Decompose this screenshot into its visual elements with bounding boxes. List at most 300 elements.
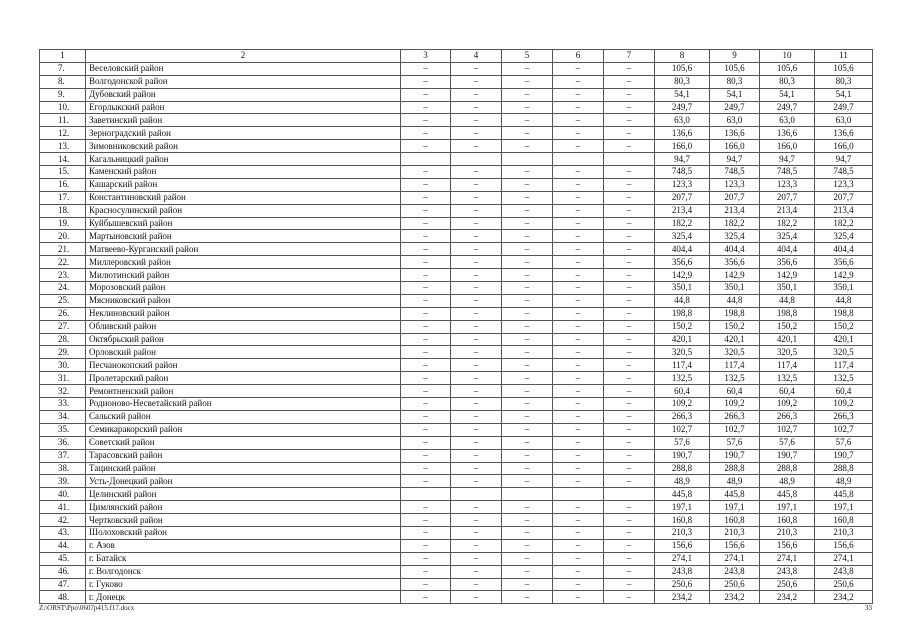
dash-cell: – [401,372,451,385]
dash-cell: – [502,217,553,230]
dash-cell: – [604,462,655,475]
dash-cell: – [553,346,604,359]
table-row [40,178,873,191]
dash-cell: – [604,398,655,411]
table-row [40,153,873,166]
dash-cell: – [502,204,553,217]
district-name-cell: Неклиновский район [86,307,401,320]
table-row [40,320,873,333]
value-cell: 210,3 [760,526,815,539]
dash-cell: – [553,449,604,462]
table-row [40,475,873,488]
dash-cell: – [553,320,604,333]
value-cell: 60,4 [710,385,760,398]
dash-cell: – [502,410,553,423]
dash-cell: – [451,114,502,127]
district-name-cell: Егорлыкский район [86,101,401,114]
table-row [40,449,873,462]
dash-cell: – [604,101,655,114]
dash-cell: – [502,191,553,204]
value-cell: 105,6 [710,62,760,75]
value-cell: 57,6 [655,436,710,449]
value-cell: 249,7 [710,101,760,114]
dash-cell: – [502,398,553,411]
dash-cell: – [502,578,553,591]
value-cell: 197,1 [760,501,815,514]
value-cell: 325,4 [655,230,710,243]
dash-cell: – [553,410,604,423]
value-cell: 123,3 [710,178,760,191]
value-cell: 197,1 [815,501,873,514]
dash-cell: – [502,75,553,88]
dash-cell: – [553,359,604,372]
value-cell: 156,6 [760,539,815,552]
row-number-cell: 34. [40,410,86,423]
table-row [40,140,873,153]
dash-cell: – [553,552,604,565]
value-cell: 142,9 [760,269,815,282]
dash-cell: – [553,243,604,256]
dash-cell: – [451,359,502,372]
value-cell: 234,2 [710,591,760,604]
dash-cell: – [604,501,655,514]
dash-cell: – [502,346,553,359]
value-cell: 243,8 [710,565,760,578]
dash-cell: – [604,204,655,217]
dash-cell: – [451,385,502,398]
dash-cell: – [553,423,604,436]
value-cell: 197,1 [655,501,710,514]
district-name-cell: Пролетарский район [86,372,401,385]
dash-cell: – [401,462,451,475]
district-name-cell: г. Донецк [86,591,401,604]
dash-cell: – [604,436,655,449]
value-cell: 198,8 [710,307,760,320]
dash-cell: – [451,101,502,114]
dash-cell: – [451,269,502,282]
value-cell: 44,8 [760,294,815,307]
value-cell: 60,4 [655,385,710,398]
value-cell: 54,1 [710,88,760,101]
dash-cell: – [451,501,502,514]
dash-cell: – [401,230,451,243]
value-cell: 156,6 [655,539,710,552]
dash-cell: – [604,127,655,140]
value-cell: 207,7 [760,191,815,204]
district-name-cell: Морозовский район [86,282,401,295]
table-row [40,410,873,423]
value-cell: 94,7 [815,153,873,166]
value-cell: 198,8 [655,307,710,320]
dash-cell: – [401,166,451,179]
dash-cell: – [553,256,604,269]
table-row [40,578,873,591]
value-cell: 48,9 [815,475,873,488]
dash-cell: – [604,359,655,372]
value-cell: 325,4 [760,230,815,243]
table-row [40,243,873,256]
dash-cell: – [604,565,655,578]
header-cell: 2 [86,50,401,63]
dash-cell [553,153,604,166]
district-name-cell: Константиновский район [86,191,401,204]
value-cell: 63,0 [710,114,760,127]
value-cell: 117,4 [815,359,873,372]
value-cell: 94,7 [655,153,710,166]
table-row [40,88,873,101]
district-name-cell: Семикаракорский район [86,423,401,436]
dash-cell: – [451,204,502,217]
dash-cell: – [502,256,553,269]
dash-cell: – [401,127,451,140]
value-cell: 105,6 [815,62,873,75]
value-cell: 54,1 [655,88,710,101]
row-number-cell: 48. [40,591,86,604]
dash-cell: – [451,166,502,179]
district-name-cell: Каменский район [86,166,401,179]
dash-cell: – [401,114,451,127]
value-cell: 44,8 [655,294,710,307]
district-name-cell: Цимлянский район [86,501,401,514]
value-cell: 94,7 [760,153,815,166]
value-cell: 243,8 [760,565,815,578]
dash-cell: – [502,282,553,295]
dash-cell: – [553,539,604,552]
dash-cell: – [401,514,451,527]
header-cell: 5 [502,50,553,63]
table-row [40,436,873,449]
value-cell: 160,8 [655,514,710,527]
table-row [40,204,873,217]
value-cell: 132,5 [760,372,815,385]
district-name-cell: Усть-Донецкий район [86,475,401,488]
value-cell: 213,4 [655,204,710,217]
dash-cell: – [502,178,553,191]
value-cell: 250,6 [815,578,873,591]
value-cell: 182,2 [710,217,760,230]
value-cell: 213,4 [710,204,760,217]
district-name-cell: Зимовниковский район [86,140,401,153]
dash-cell: – [604,514,655,527]
dash-cell: – [553,436,604,449]
dash-cell: – [451,307,502,320]
dash-cell: – [604,307,655,320]
row-number-cell: 22. [40,256,86,269]
district-name-cell: Мясниковский район [86,294,401,307]
dash-cell: – [451,526,502,539]
dash-cell: – [401,320,451,333]
value-cell: 102,7 [655,423,710,436]
dash-cell: – [502,372,553,385]
dash-cell: – [604,269,655,282]
dash-cell: – [502,591,553,604]
dash-cell: – [401,191,451,204]
value-cell: 404,4 [655,243,710,256]
value-cell: 350,1 [760,282,815,295]
row-number-cell: 10. [40,101,86,114]
row-number-cell: 20. [40,230,86,243]
value-cell: 350,1 [655,282,710,295]
row-number-cell: 9. [40,88,86,101]
value-cell: 274,1 [760,552,815,565]
dash-cell: – [604,191,655,204]
table-row [40,269,873,282]
row-number-cell: 43. [40,526,86,539]
dash-cell: – [604,217,655,230]
dash-cell: – [401,140,451,153]
dash-cell: – [604,243,655,256]
value-cell: 404,4 [710,243,760,256]
value-cell: 320,5 [815,346,873,359]
table-row [40,294,873,307]
table-row [40,501,873,514]
dash-cell [553,488,604,501]
dash-cell: – [401,204,451,217]
value-cell: 274,1 [655,552,710,565]
district-name-cell: Орловский район [86,346,401,359]
value-cell: 198,8 [815,307,873,320]
header-cell: 8 [655,50,710,63]
value-cell: 57,6 [815,436,873,449]
dash-cell: – [451,436,502,449]
district-name-cell: Чертковский район [86,514,401,527]
dash-cell: – [553,140,604,153]
value-cell: 420,1 [710,333,760,346]
row-number-cell: 44. [40,539,86,552]
row-number-cell: 40. [40,488,86,501]
dash-cell: – [553,514,604,527]
dash-cell: – [604,140,655,153]
dash-cell: – [553,578,604,591]
dash-cell: – [401,256,451,269]
value-cell: 48,9 [655,475,710,488]
value-cell: 44,8 [815,294,873,307]
dash-cell: – [451,127,502,140]
dash-cell: – [553,191,604,204]
value-cell: 136,6 [760,127,815,140]
district-name-cell: Мартыновский район [86,230,401,243]
dash-cell: – [451,346,502,359]
row-number-cell: 18. [40,204,86,217]
district-name-cell: г. Азов [86,539,401,552]
dash-cell: – [553,501,604,514]
value-cell: 142,9 [710,269,760,282]
dash-cell: – [553,294,604,307]
value-cell: 249,7 [655,101,710,114]
dash-cell: – [451,398,502,411]
district-name-cell: Красносулинский район [86,204,401,217]
row-number-cell: 41. [40,501,86,514]
value-cell: 150,2 [760,320,815,333]
dash-cell: – [604,410,655,423]
table-row [40,166,873,179]
dash-cell: – [604,166,655,179]
district-name-cell: Куйбышевский район [86,217,401,230]
district-name-cell: Сальский район [86,410,401,423]
dash-cell: – [451,256,502,269]
header-cell: 6 [553,50,604,63]
dash-cell: – [451,423,502,436]
dash-cell [451,488,502,501]
dash-cell [604,488,655,501]
value-cell: 748,5 [815,166,873,179]
dash-cell: – [401,346,451,359]
district-name-cell: г. Волгодонск [86,565,401,578]
district-name-cell: Милютинский район [86,269,401,282]
value-cell: 356,6 [655,256,710,269]
dash-cell: – [553,101,604,114]
dash-cell: – [604,114,655,127]
row-number-cell: 21. [40,243,86,256]
table-row [40,398,873,411]
dash-cell: – [604,320,655,333]
dash-cell: – [604,526,655,539]
value-cell: 190,7 [710,449,760,462]
value-cell: 404,4 [760,243,815,256]
dash-cell: – [451,372,502,385]
row-number-cell: 29. [40,346,86,359]
value-cell: 213,4 [815,204,873,217]
dash-cell: – [451,178,502,191]
dash-cell: – [502,230,553,243]
dash-cell: – [553,75,604,88]
value-cell: 213,4 [760,204,815,217]
dash-cell: – [553,398,604,411]
district-name-cell: Шолоховский район [86,526,401,539]
dash-cell: – [604,385,655,398]
value-cell: 266,3 [815,410,873,423]
value-cell: 445,8 [760,488,815,501]
value-cell: 234,2 [760,591,815,604]
dash-cell [401,488,451,501]
dash-cell: – [553,282,604,295]
dash-cell: – [553,230,604,243]
value-cell: 350,1 [710,282,760,295]
dash-cell: – [604,423,655,436]
district-name-cell: Советский район [86,436,401,449]
row-number-cell: 45. [40,552,86,565]
table-row [40,101,873,114]
table-row [40,62,873,75]
district-name-cell: Ремонтненский район [86,385,401,398]
row-number-cell: 24. [40,282,86,295]
table-row [40,591,873,604]
dash-cell: – [604,591,655,604]
dash-cell: – [502,140,553,153]
dash-cell: – [553,204,604,217]
value-cell: 404,4 [815,243,873,256]
dash-cell: – [451,217,502,230]
dash-cell: – [604,372,655,385]
district-name-cell: Октябрьский район [86,333,401,346]
header-cell: 4 [451,50,502,63]
dash-cell: – [502,565,553,578]
value-cell: 44,8 [710,294,760,307]
row-number-cell: 36. [40,436,86,449]
dash-cell: – [401,398,451,411]
value-cell: 102,7 [710,423,760,436]
dash-cell: – [401,436,451,449]
value-cell: 63,0 [815,114,873,127]
dash-cell: – [502,552,553,565]
dash-cell: – [604,346,655,359]
district-name-cell: Кагальницкий район [86,153,401,166]
value-cell: 249,7 [760,101,815,114]
value-cell: 63,0 [655,114,710,127]
row-number-cell: 7. [40,62,86,75]
value-cell: 94,7 [710,153,760,166]
dash-cell: – [451,410,502,423]
value-cell: 132,5 [710,372,760,385]
dash-cell: – [502,88,553,101]
value-cell: 190,7 [760,449,815,462]
dash-cell: – [502,114,553,127]
dash-cell: – [401,501,451,514]
dash-cell: – [553,307,604,320]
value-cell: 142,9 [655,269,710,282]
district-name-cell: Миллеровский район [86,256,401,269]
value-cell: 160,8 [815,514,873,527]
value-cell: 109,2 [710,398,760,411]
dash-cell: – [553,127,604,140]
value-cell: 350,1 [815,282,873,295]
dash-cell: – [401,62,451,75]
value-cell: 54,1 [760,88,815,101]
dash-cell: – [553,565,604,578]
value-cell: 420,1 [815,333,873,346]
value-cell: 142,9 [815,269,873,282]
dash-cell: – [451,565,502,578]
value-cell: 150,2 [710,320,760,333]
row-number-cell: 46. [40,565,86,578]
value-cell: 132,5 [655,372,710,385]
value-cell: 288,8 [710,462,760,475]
value-cell: 102,7 [760,423,815,436]
row-number-cell: 16. [40,178,86,191]
value-cell: 266,3 [760,410,815,423]
value-cell: 288,8 [815,462,873,475]
dash-cell [451,153,502,166]
table-row [40,256,873,269]
dash-cell: – [502,501,553,514]
value-cell: 166,0 [760,140,815,153]
value-cell: 748,5 [760,166,815,179]
header-cell: 3 [401,50,451,63]
value-cell: 166,0 [710,140,760,153]
dash-cell: – [553,269,604,282]
value-cell: 207,7 [815,191,873,204]
value-cell: 198,8 [760,307,815,320]
row-number-cell: 42. [40,514,86,527]
table-row [40,307,873,320]
value-cell: 250,6 [710,578,760,591]
dash-cell: – [451,75,502,88]
dash-cell: – [502,436,553,449]
value-cell: 250,6 [655,578,710,591]
row-number-cell: 13. [40,140,86,153]
value-cell: 123,3 [655,178,710,191]
value-cell: 190,7 [815,449,873,462]
dash-cell: – [553,88,604,101]
row-number-cell: 11. [40,114,86,127]
row-number-cell: 23. [40,269,86,282]
district-name-cell: г. Батайск [86,552,401,565]
dash-cell: – [451,243,502,256]
row-number-cell: 28. [40,333,86,346]
value-cell: 48,9 [710,475,760,488]
dash-cell: – [451,591,502,604]
dash-cell: – [502,320,553,333]
